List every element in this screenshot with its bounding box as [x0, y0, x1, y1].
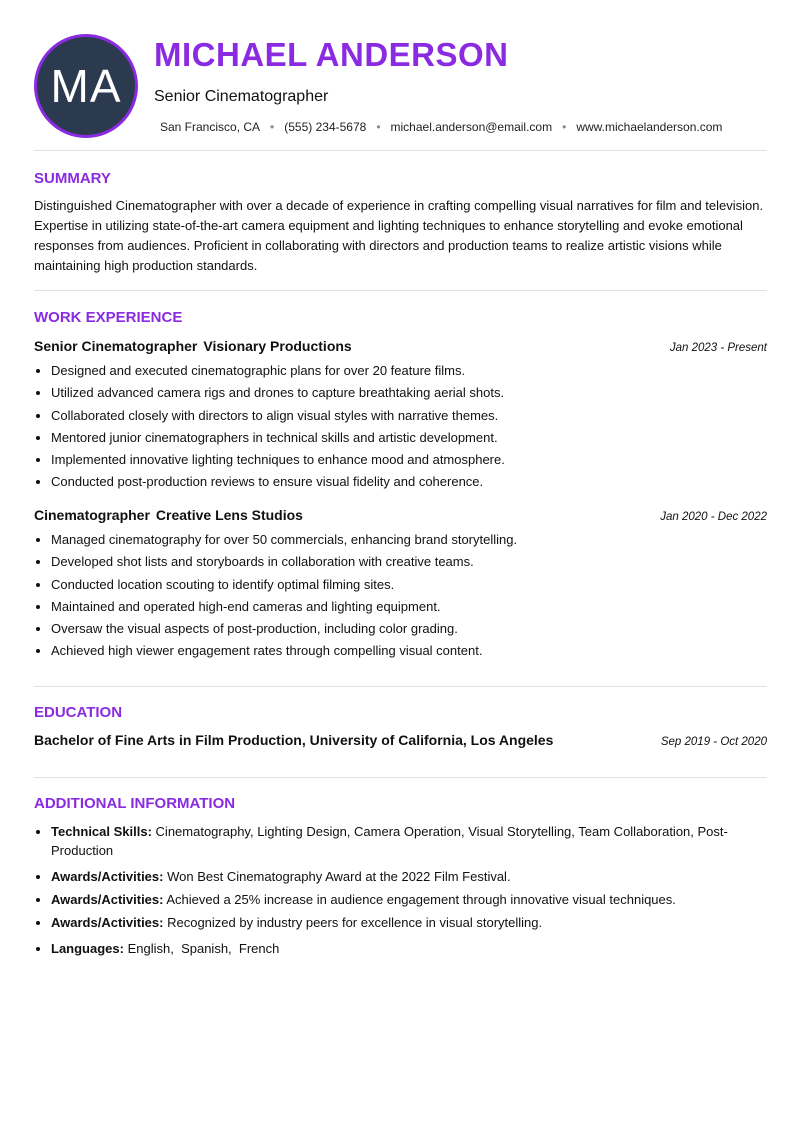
job-company: Creative Lens Studios: [155, 507, 303, 523]
additional-heading: ADDITIONAL INFORMATION: [34, 795, 236, 812]
item-text: Achieved a 25% increase in audience engagement through innovative visual techniques.: [166, 892, 676, 907]
bullet-separator-icon: •: [270, 120, 275, 134]
list-item: • Developed shot lists and storyboards in collaboration with creative teams.: [51, 551, 767, 573]
contact-location: San Francisco, CA: [160, 120, 261, 134]
item-text: Won Best Cinematography Award at the 2022 Film Festival.: [167, 869, 511, 884]
additional-list: [34, 822, 767, 962]
item-label: Languages:: [51, 941, 124, 956]
list-item: • Mentored junior cinematographers in technical skills and artistic development.: [51, 427, 767, 449]
item-text: Recognized by industry peers for excellence in visual storytelling.: [167, 915, 543, 930]
education-degree: Bachelor of Fine Arts in Film Production, University of California, Los Angeles: [34, 732, 554, 748]
job-header: [34, 507, 767, 523]
summary-text: Distinguished Cinematographer with over a decade of experience in crafting compelling visual narratives for film and television. Expertise in utilizing state-of-the-art camera equipment and lighting techniques to enhance storytelling and evoke emotional responses from audiences. Proficient in collaborating with directors and production teams to realize artistic visions while maintaining high production standards.: [34, 198, 764, 273]
list-item: • Maintained and operated high-end cameras and lighting equipment.: [51, 596, 767, 618]
bullet-separator-icon: •: [562, 120, 567, 134]
education-heading: EDUCATION: [34, 704, 123, 721]
contact-line: [160, 120, 722, 134]
avatar-initials: MA: [50, 60, 122, 112]
candidate-role: Senior Cinematographer: [154, 88, 329, 105]
list-item: • Implemented innovative lighting techniques to enhance mood and atmosphere.: [51, 449, 767, 471]
list-item: • Utilized advanced camera rigs and drones to capture breathtaking aerial shots.: [51, 382, 767, 404]
job-title: [34, 507, 303, 523]
list-item: [51, 867, 767, 886]
job-dates: Jan 2020 - Dec 2022: [660, 511, 767, 523]
item-label: Awards/Activities:: [51, 869, 164, 884]
list-item: • Conducted location scouting to identify optimal filming sites.: [51, 574, 767, 596]
job-position: Senior Cinematographer: [34, 338, 198, 354]
divider: [34, 290, 767, 291]
item-text: Cinematography, Lighting Design, Camera Operation, Visual Storytelling, Team Collaboration, Post-Production: [51, 824, 728, 858]
list-item: • Oversaw the visual aspects of post-production, including color grading.: [51, 618, 767, 640]
list-item: • Conducted post-production reviews to ensure visual fidelity and coherence.: [51, 471, 767, 493]
divider: [34, 150, 767, 151]
experience-heading: WORK EXPERIENCE: [34, 309, 183, 326]
job-bullets: [34, 360, 767, 494]
education-entry: [34, 732, 767, 748]
job-title: [34, 338, 352, 354]
list-item: [51, 939, 767, 958]
job-dates: Jan 2023 - Present: [669, 342, 767, 354]
list-item: • Collaborated closely with directors to align visual styles with narrative themes.: [51, 405, 767, 427]
job-company: Visionary Productions: [203, 338, 352, 354]
education-dates: Sep 2019 - Oct 2020: [660, 736, 767, 748]
list-item: [51, 913, 767, 932]
contact-website[interactable]: www.michaelanderson.com: [576, 120, 723, 134]
list-item: • Achieved high viewer engagement rates through compelling visual content.: [51, 640, 767, 662]
item-label: Awards/Activities:: [51, 915, 164, 930]
item-label: Technical Skills:: [51, 824, 152, 839]
summary-heading: SUMMARY: [34, 170, 111, 187]
job-header: [34, 338, 767, 354]
list-item: [51, 822, 767, 860]
job-bullets: [34, 529, 767, 663]
list-item: • Managed cinematography for over 50 commercials, enhancing brand storytelling.: [51, 529, 767, 551]
bullet-separator-icon: •: [376, 120, 381, 134]
item-text: English, Spanish, French: [127, 941, 280, 956]
list-item: • Designed and executed cinematographic plans for over 20 feature films.: [51, 360, 767, 382]
divider: [34, 777, 767, 778]
candidate-name: MICHAEL ANDERSON: [154, 36, 509, 73]
avatar: [34, 34, 138, 138]
job-position: Cinematographer: [34, 507, 150, 523]
contact-phone: (555) 234-5678: [284, 120, 367, 134]
divider: [34, 686, 767, 687]
contact-email[interactable]: michael.anderson@email.com: [390, 120, 553, 134]
list-item: [51, 890, 767, 909]
item-label: Awards/Activities:: [51, 892, 164, 907]
